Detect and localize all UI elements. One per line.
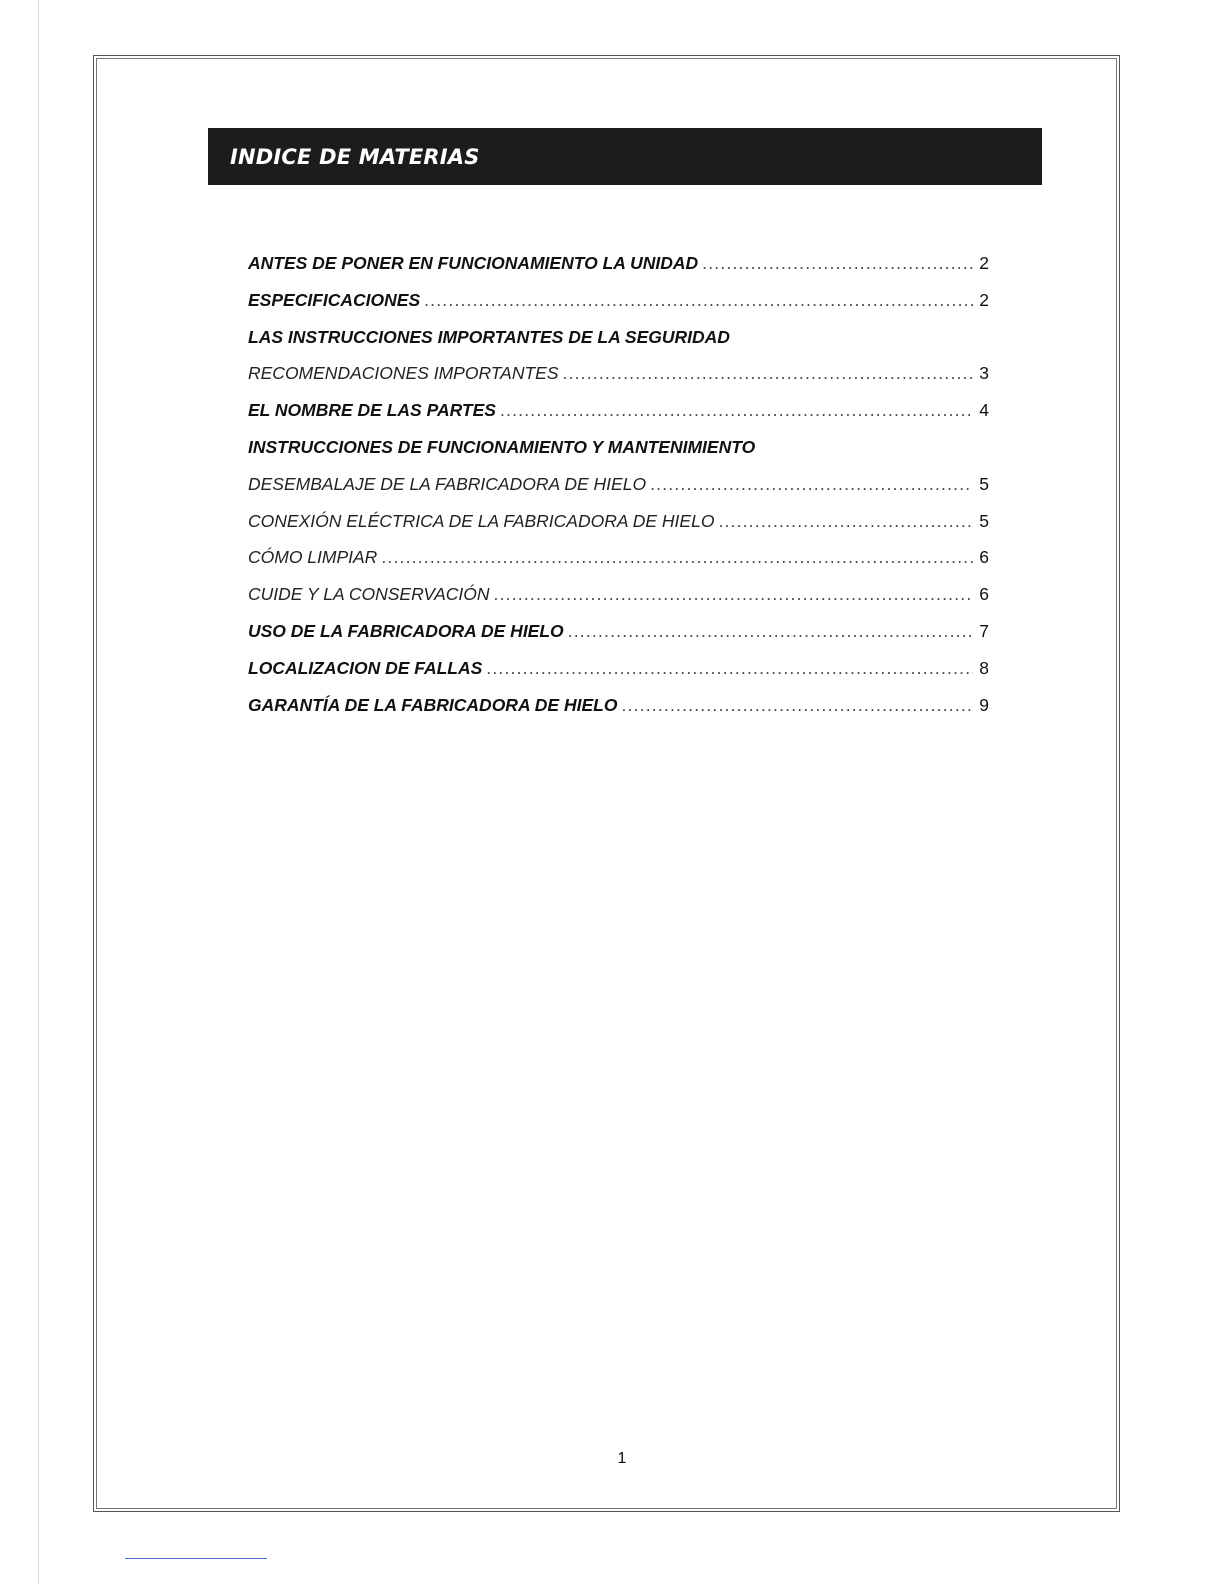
toc-entry-label: EL NOMBRE DE LAS PARTES xyxy=(248,400,496,421)
dot-leader xyxy=(381,547,973,568)
dot-leader xyxy=(702,253,973,274)
toc-entry-page: 9 xyxy=(979,694,989,715)
dot-leader xyxy=(500,400,973,421)
toc-entry-page: 2 xyxy=(979,289,989,310)
toc-heading-label: LAS INSTRUCCIONES IMPORTANTES DE LA SEGURIDAD xyxy=(248,326,730,347)
toc-entry[interactable] xyxy=(248,400,989,437)
toc-entry[interactable] xyxy=(248,511,989,548)
toc-entry-label: DESEMBALAJE DE LA FABRICADORA DE HIELO xyxy=(248,473,647,494)
toc-entry[interactable] xyxy=(248,584,989,621)
left-margin-rule xyxy=(38,0,39,1584)
page-number: 1 xyxy=(617,1450,627,1467)
toc-entry-page: 3 xyxy=(979,363,989,384)
toc-entry[interactable] xyxy=(248,474,989,511)
toc-section-heading xyxy=(248,327,989,364)
toc-entry-page: 5 xyxy=(979,473,989,494)
dot-leader xyxy=(718,511,973,532)
dot-leader xyxy=(424,290,973,311)
footer-link-underline xyxy=(125,1558,267,1559)
toc-entry[interactable] xyxy=(248,253,989,290)
toc-entry[interactable] xyxy=(248,695,989,732)
toc-entry-label: CONEXIÓN ELÉCTRICA DE LA FABRICADORA DE HIELO xyxy=(248,510,715,531)
page-title: INDICE DE MATERIAS xyxy=(230,144,480,169)
toc-entry-label: RECOMENDACIONES IMPORTANTES xyxy=(248,363,559,384)
toc-entry-label: USO DE LA FABRICADORA DE HIELO xyxy=(248,620,564,641)
toc-entry-page: 8 xyxy=(979,657,989,678)
toc-entry-label: ESPECIFICACIONES xyxy=(248,289,421,310)
dot-leader xyxy=(650,474,973,495)
toc-entry-label: CÓMO LIMPIAR xyxy=(248,547,378,568)
dot-leader xyxy=(568,621,973,642)
toc-entry[interactable] xyxy=(248,547,989,584)
toc-entry[interactable] xyxy=(248,363,989,400)
toc-entry[interactable] xyxy=(248,658,989,695)
toc-entry-label: ANTES DE PONER EN FUNCIONAMIENTO LA UNIDAD xyxy=(248,253,699,273)
toc-entry-page: 2 xyxy=(979,253,989,273)
toc-entry-label: LOCALIZACION DE FALLAS xyxy=(248,657,483,678)
section-header xyxy=(208,128,1042,185)
dot-leader xyxy=(621,695,973,716)
toc-entry[interactable] xyxy=(248,290,989,327)
toc-entry-page: 7 xyxy=(979,620,989,641)
toc-entry[interactable] xyxy=(248,621,989,658)
toc-entry-label: GARANTÍA DE LA FABRICADORA DE HIELO xyxy=(248,694,618,715)
dot-leader xyxy=(563,363,974,384)
table-of-contents xyxy=(248,253,989,731)
dot-leader xyxy=(486,658,973,679)
toc-entry-page: 6 xyxy=(979,584,989,605)
toc-entry-label: CUIDE Y LA CONSERVACIÓN xyxy=(248,584,490,605)
dot-leader xyxy=(494,584,973,605)
toc-section-heading xyxy=(248,437,989,474)
toc-entry-page: 6 xyxy=(979,547,989,568)
toc-heading-label: INSTRUCCIONES DE FUNCIONAMIENTO Y MANTENIMIENTO xyxy=(248,436,756,457)
toc-entry-page: 5 xyxy=(979,510,989,531)
toc-entry-page: 4 xyxy=(979,400,989,421)
